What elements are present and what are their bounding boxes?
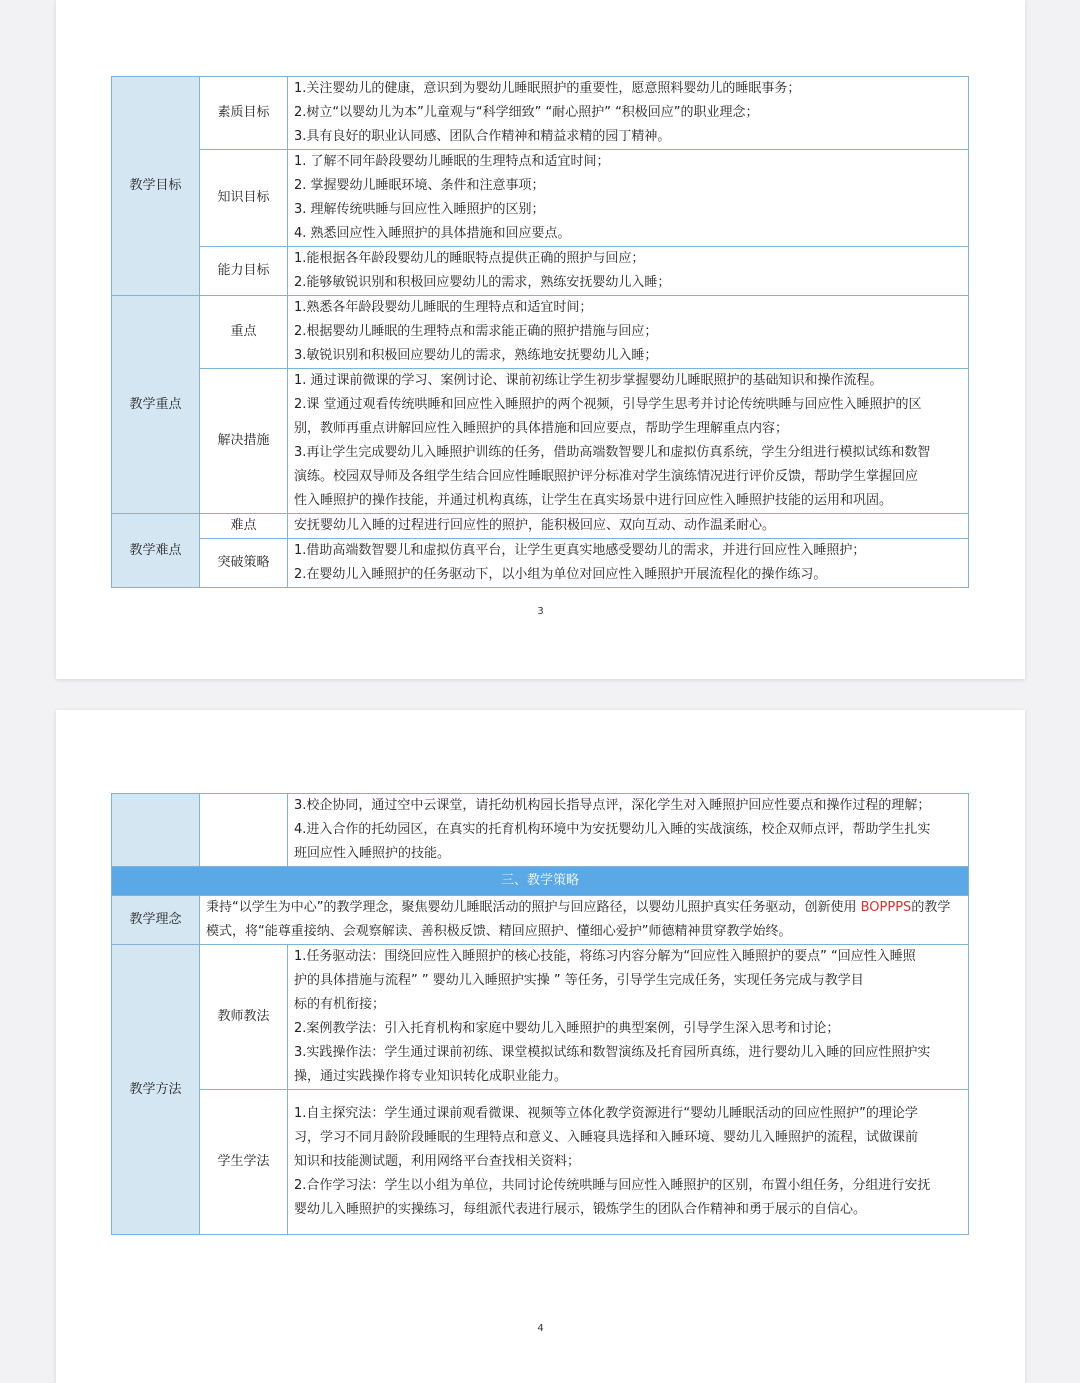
section-title: 三、教学策略: [112, 867, 969, 896]
solutions-label: 解决措施: [200, 369, 288, 514]
knowledge-goals-label: 知识目标: [200, 150, 288, 247]
teacher-methods-label: 教师教法: [200, 945, 288, 1090]
breakthrough-label: 突破策略: [200, 539, 288, 588]
page-number: 4: [537, 1323, 544, 1334]
continued-text: 3.校企协同，通过空中云课堂，请托幼机构园长指导点评，深化学生对入睡照护回应性要点和操作过程的理解； 4.进入合作的托幼园区，在真实的托育机构环境中为安抚婴幼儿入睡的实战演练，校企双师点评，帮助学生扎实 班回应性入睡照护的技能。: [288, 794, 969, 867]
focus-text: 1.熟悉各年龄段婴幼儿睡眠的生理特点和适宜时间； 2.根据婴幼儿睡眠的生理特点和需求能正确的照护措施与回应； 3.敏锐识别和积极回应婴幼儿的需求，熟练地安抚婴幼儿入睡；: [288, 296, 969, 369]
boppps-highlight: BOPPPS: [860, 900, 912, 915]
page-number: 3: [537, 606, 544, 617]
teacher-methods-text: 1.任务驱动法：围绕回应性入睡照护的核心技能，将练习内容分解为“回应性入睡照护的要点” “回应性入睡照 护的具体措施与流程” ” 婴幼儿入睡照护实操 ” 等任务，引导学生完成任务，实现任务完成与教学目 标的有机衔接； 2.案例教学法：引入托育机构和家庭中婴幼儿入睡照护的典型案例，引导学生深入思考和讨论； 3.实践操作法：学生通过课前初练、课堂模拟试练和数智演练及托育园所真练，进行婴幼儿入睡的回应性照护实 操，通过实践操作将专业知识转化成职业能力。: [288, 945, 969, 1090]
teaching-key-points-label: 教学重点: [112, 296, 200, 514]
teaching-philosophy-label: 教学理念: [112, 896, 200, 945]
teaching-philosophy-text: 秉持“以学生为中心”的教学理念，聚焦婴幼儿睡眠活动的照护与回应路径，以婴幼儿照护真实任务驱动，创新使用 BOPPPS的教学模式，将“能尊重接纳、会观察解读、善积极反馈、精回应照护、懂细心爱护”师德精神贯穿教学始终。: [200, 896, 969, 945]
student-methods-text: 1.自主探究法：学生通过课前观看微课、视频等立体化教学资源进行“婴幼儿睡眠活动的回应性照护”的理论学 习，学习不同月龄阶段睡眠的生理特点和意义、入睡寝具选择和入睡环境、婴幼儿入睡照护的流程，试做课前 知识和技能测试题，利用网络平台查找相关资料； 2.合作学习法：学生以小组为单位，共同讨论传统哄睡与回应性入睡照护的区别，布置小组任务，分组进行安抚 婴幼儿入睡照护的实操练习，每组派代表进行展示，锻炼学生的团队合作精神和勇于展示的自信心。: [288, 1090, 969, 1235]
continued-sub-cell: [200, 794, 288, 867]
teaching-goals-label: 教学目标: [112, 77, 200, 296]
ability-goals-label: 能力目标: [200, 247, 288, 296]
ability-goals-text: 1.能根据各年龄段婴幼儿的睡眠特点提供正确的照护与回应； 2.能够敏锐识别和积极回应婴幼儿的需求，熟练安抚婴幼儿入睡；: [288, 247, 969, 296]
quality-goals-label: 素质目标: [200, 77, 288, 150]
breakthrough-text: 1.借助高端数智婴儿和虚拟仿真平台，让学生更真实地感受婴幼儿的需求，并进行回应性入睡照护； 2.在婴幼儿入睡照护的任务驱动下，以小组为单位对回应性入睡照护开展流程化的操作练习。: [288, 539, 969, 588]
document-page-3: [56, 0, 1025, 679]
teaching-methods-label: 教学方法: [112, 945, 200, 1235]
lesson-plan-table-continued: [111, 793, 969, 1235]
student-methods-label: 学生学法: [200, 1090, 288, 1235]
continued-category-cell: [112, 794, 200, 867]
lesson-plan-table: [111, 76, 969, 588]
document-page-4: [56, 710, 1025, 1383]
focus-label: 重点: [200, 296, 288, 369]
difficult-text: 安抚婴幼儿入睡的过程进行回应性的照护，能积极回应、双向互动、动作温柔耐心。: [288, 514, 969, 539]
difficult-label: 难点: [200, 514, 288, 539]
knowledge-goals-text: 1. 了解不同年龄段婴幼儿睡眠的生理特点和适宜时间； 2. 掌握婴幼儿睡眠环境、条件和注意事项； 3. 理解传统哄睡与回应性入睡照护的区别； 4. 熟悉回应性入睡照护的具体措施和回应要点。: [288, 150, 969, 247]
teaching-difficulty-label: 教学难点: [112, 514, 200, 588]
quality-goals-text: 1.关注婴幼儿的健康，意识到为婴幼儿睡眠照护的重要性，愿意照料婴幼儿的睡眠事务； 2.树立“以婴幼儿为本”儿童观与“科学细致” “耐心照护” “积极回应”的职业理念； 3.具有良好的职业认同感、团队合作精神和精益求精的园丁精神。: [288, 77, 969, 150]
solutions-text: 1. 通过课前微课的学习、案例讨论、课前初练让学生初步掌握婴幼儿睡眠照护的基础知识和操作流程。 2.课 堂通过观看传统哄睡和回应性入睡照护的两个视频，引导学生思考并讨论传统哄睡与回应性入睡照护的区 别，教师再重点讲解回应性入睡照护的具体措施和回应要点，帮助学生理解重点内容； 3.再让学生完成婴幼儿入睡照护训练的任务，借助高端数智婴儿和虚拟仿真系统，学生分组进行模拟试练和数智 演练。校园双导师及各组学生结合回应性睡眠照护评分标准对学生演练情况进行评价反馈，帮助学生掌握回应 性入睡照护的操作技能，并通过机构真练，让学生在真实场景中进行回应性入睡照护技能的运用和巩固。: [288, 369, 969, 514]
